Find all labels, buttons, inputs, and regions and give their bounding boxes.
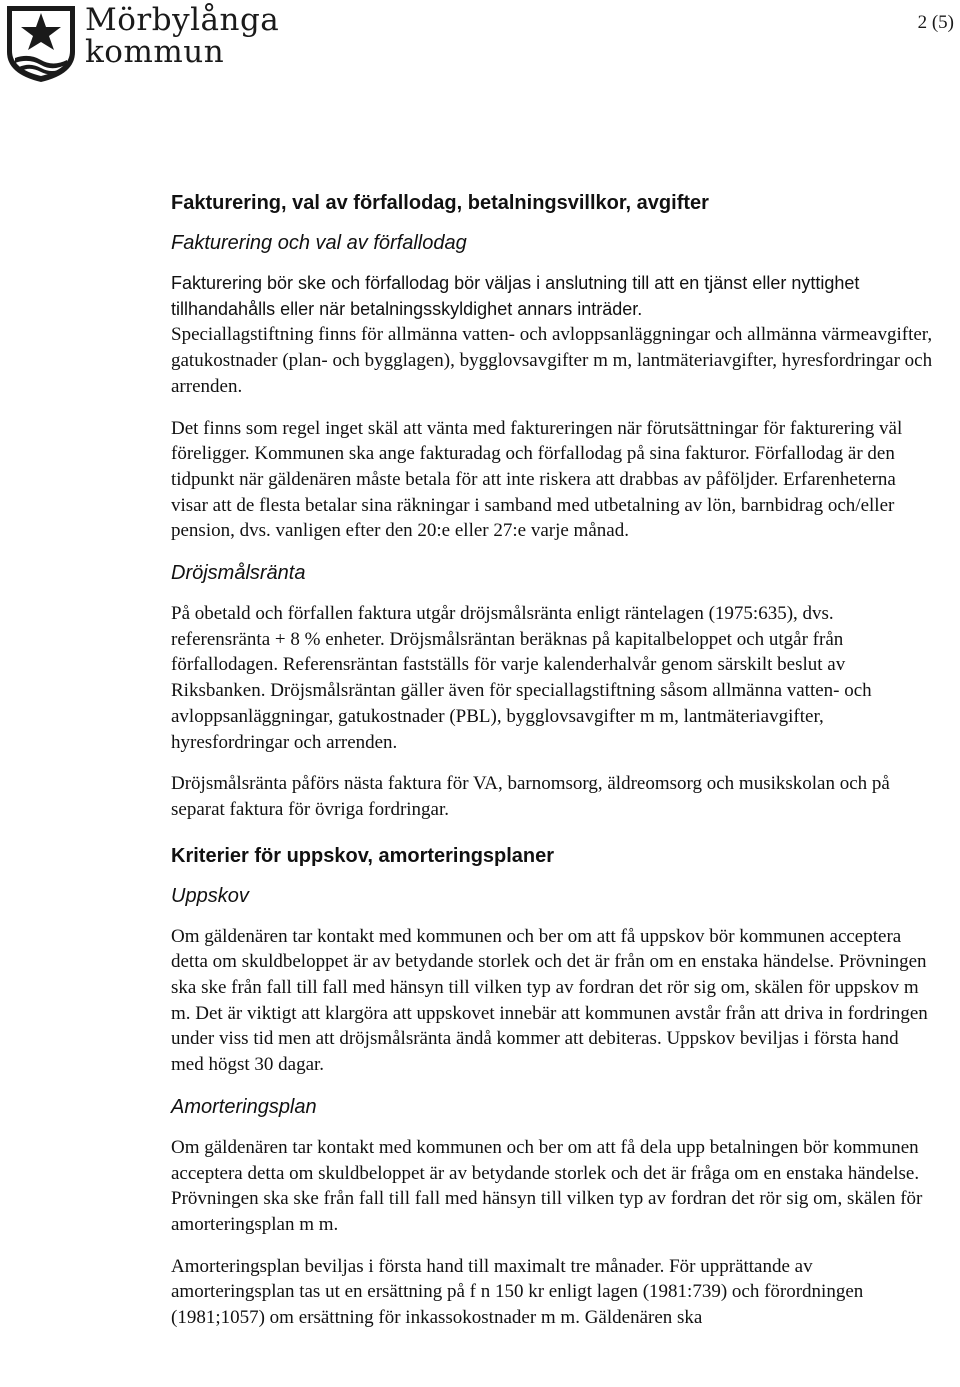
subheading-drojsmalsranta: Dröjsmålsränta	[171, 562, 306, 585]
paragraph: Dröjsmålsränta påförs nästa faktura för VA, barnomsorg, äldreomsorg och musikskolan och på separat faktura för övriga fordringar.	[171, 773, 890, 820]
subheading-amorteringsplan: Amorteringsplan	[171, 1095, 317, 1118]
logo-line-2: kommun	[85, 34, 225, 70]
logo-line-1: Mörbylånga	[85, 2, 280, 38]
paragraph: Om gäldenären tar kontakt med kommunen och ber om att få dela upp betalningen bör kommunen acceptera detta om skuldbeloppet är av betydande storlek och det är fråga om en enstaka händelse. Prövningen ska ske från fall till fall med hänsyn till vilken typ av fordran det rör sig om, skälen för amorteringsplan m m.	[171, 1136, 923, 1235]
subheading-fakturering-forfallodag: Fakturering och val av förfallodag	[171, 232, 467, 254]
section-title-fakturering: Fakturering, val av förfallodag, betalningsvillkor, avgifter	[171, 192, 709, 214]
paragraph: Det finns som regel inget skäl att vänta med faktureringen när förutsättningar för fakturering väl föreligger. Kommunen ska ange fakturadag och förfallodag på sina fakturor. Förfallodag är den tidpunkt när gäldenären måste betala för att inte riskera att drabbas av påföljder. Erfarenheterna visar att de flesta betalar sina räkningar i samband med utbetalning av lön, barnbidrag och/eller pension, dvs. vanligen efter den 20:e eller 27:e varje månad.	[171, 417, 903, 542]
paragraph: Amorteringsplan beviljas i första hand till maximalt tre månader. För upprättande av amorteringsplan tas ut en ersättning på f n 150 kr enligt lagen (1981:739) och förordningen (1981;1057) om ersättning för inkassokostnader m m. Gäldenären ska	[171, 1255, 864, 1329]
subheading-uppskov: Uppskov	[171, 884, 249, 907]
crest-icon	[5, 4, 77, 84]
paragraph: På obetald och förfallen faktura utgår dröjsmålsränta enligt räntelagen (1975:635), dvs. referensränta + 8 % enheter. Dröjsmålsräntan beräknas på kapitalbeloppet och utgår från förfallodagen. Referensräntan fastställs för varje kalenderhalvår genom särskilt beslut av Riksbanken. Dröjsmålsräntan gäller även för speciallagstiftning såsom allmänna vatten- och avloppsanläggningar, gatukostnader (PBL), bygglovsavgifter m m, lantmäteriavgifter, hyresfordringar och arrenden.	[171, 603, 872, 753]
municipality-logo	[5, 2, 280, 84]
paragraph-text: Speciallagstiftning finns för allmänna vatten- och avloppsanläggningar och allmänna värmeavgifter, gatukostnader (plan- och bygglagen), bygglovsavgifter m m, lantmäteriavgifter, hyresfordringar och arrenden.	[171, 324, 933, 397]
paragraph	[171, 271, 936, 400]
page-number: 2 (5)	[917, 12, 954, 33]
section-title-kriterier: Kriterier för uppskov, amorteringsplaner	[171, 844, 555, 867]
paragraph-sans-text: Fakturering bör ske och förfallodag bör väljas i anslutning till att en tjänst eller nyttighet tillhandahålls eller när betalningsskyldighet annars inträder.	[171, 273, 860, 319]
paragraph: Om gäldenären tar kontakt med kommunen och ber om att få uppskov bör kommunen acceptera detta om skuldbeloppet är av betydande storlek och det är från om en enstaka händelse. Prövningen ska ske från fall till fall med hänsyn till vilken typ av fordran det rör sig om, skälen för uppskov m m. Det är viktigt att klargöra att uppskovet innebär att kommunen avstår från att driva in fordringen under viss tid men att dröjsmålsränta ändå kommer att debiteras. Uppskov beviljas i första hand med högst 30 dagar.	[171, 925, 928, 1076]
document-body	[171, 190, 936, 1347]
